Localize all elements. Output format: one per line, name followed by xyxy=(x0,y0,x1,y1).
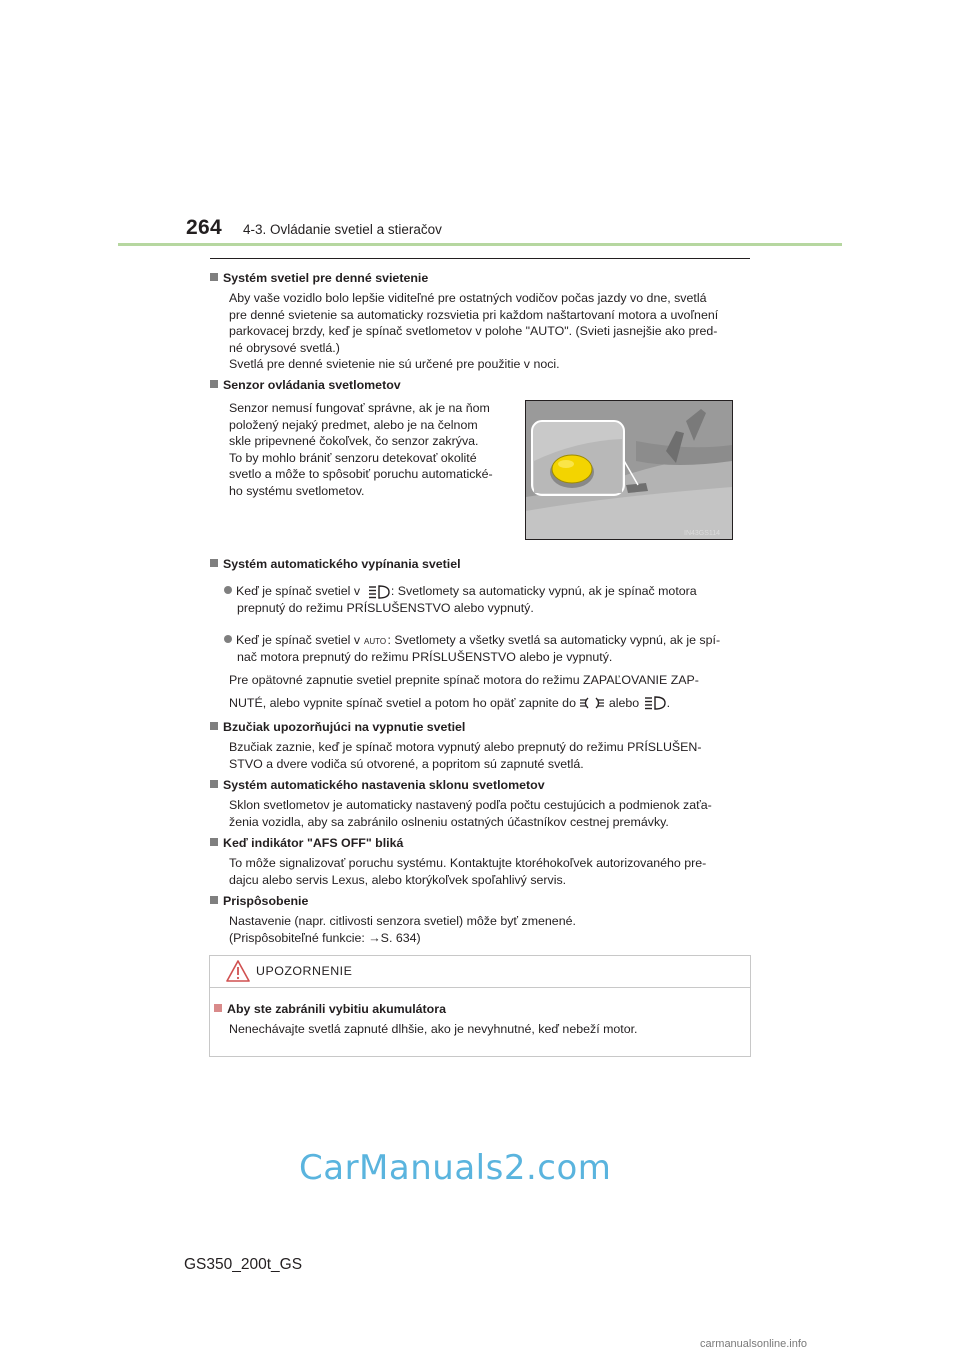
parking-light-icon xyxy=(579,696,605,710)
afs-heading: Keď indikátor "AFS OFF" bliká xyxy=(210,835,403,852)
warning-header xyxy=(210,956,750,988)
sensor-illustration xyxy=(525,400,733,540)
square-bullet-icon xyxy=(210,838,218,846)
drl-heading: Systém svetiel pre denné svietenie xyxy=(210,270,428,287)
top-divider xyxy=(210,258,750,259)
figure-code: IN43GS114 xyxy=(684,530,721,537)
watermark-carmanualsonline: carmanualsonline.info xyxy=(700,1338,808,1350)
afs-text: To môže signalizovať poruchu systému. Kontaktujte ktoréhokoľvek autorizovaného pre- dajcu alebo servis Lexus, alebo ktorýkoľvek spoľahlivý servis. xyxy=(229,856,707,887)
auto-switch-icon xyxy=(363,635,387,647)
footer-model: GS350_200t_GS xyxy=(184,1256,303,1273)
auto-off-heading: Systém automatického vypínania svetiel xyxy=(210,556,461,573)
square-bullet-icon xyxy=(210,273,218,281)
square-bullet-icon xyxy=(214,1004,222,1012)
square-bullet-icon xyxy=(210,559,218,567)
headlight-icon xyxy=(367,584,391,600)
sensor-heading: Senzor ovládania svetlometov xyxy=(210,377,401,394)
header-rule xyxy=(118,243,842,246)
auto-off-bullet-1: Keď je spínač svetiel v : Svetlomety sa automaticky vypnú, ak je spínač motora prepnutý do režimu PRÍSLUŠENSTVO alebo vypnutý. xyxy=(224,583,749,616)
square-bullet-icon xyxy=(210,722,218,730)
warning-title: UPOZORNENIE xyxy=(256,964,353,978)
drl-text: Aby vaše vozidlo bolo lepšie viditeľné pre ostatných vodičov počas jazdy vo dne, svetlá pre denné svietenie sa automaticky rozsvietia pri každom naštartovaní motora a uvoľnení parkovacej brzdy, keď je spínač svetlometov v polohe "AUTO". (Svieti jasnejšie ako pred- né obrysové svetlá.) Svetlá pre denné svietenie nie sú určené pre použitie v noci. xyxy=(229,291,719,371)
sensor-text: Senzor nemusí fungovať správne, ak je na ňom položený nejaký predmet, alebo je na čelnom skle pripevnené čokoľvek, čo senzor zakrýva. To by mohlo brániť senzoru detekovať okolité svetlo a môže to spôsobiť poruchu automatické- ho systému svetlometov. xyxy=(229,401,493,498)
buzzer-text: Bzučiak zaznie, keď je spínač motora vypnutý alebo prepnutý do režimu PRÍSLUŠEN- STVO a dvere vodiča sú otvorené, a popritom sú zapnuté svetlá. xyxy=(229,740,702,771)
auto-off-bullet-2: Keď je spínač svetiel v AUTO : Svetlomety a všetky svetlá sa automaticky vypnú, ak je spí- nač motora prepnutý do režimu PRÍSLUŠENSTVO alebo je vypnutý. xyxy=(224,632,749,665)
page-number: 264 xyxy=(186,216,222,239)
custom-heading: Prispôsobenie xyxy=(210,893,308,910)
auto-off-note: Pre opätovné zapnutie svetiel prepnite spínač motora do režimu ZAPAĽOVANIE ZAP- NUTÉ, alebo vypnite spínač svetiel a potom ho opäť zapnite do alebo . xyxy=(229,673,699,710)
round-bullet-icon xyxy=(224,635,232,643)
warning-heading: Aby ste zabránili vybitiu akumulátora xyxy=(214,1001,446,1018)
square-bullet-icon xyxy=(210,780,218,788)
warning-triangle-icon xyxy=(226,960,250,982)
watermark-carmanuals2: CarManuals2.com xyxy=(299,1148,612,1188)
section-title: 4-3. Ovládanie svetiel a stieračov xyxy=(243,222,442,237)
leveling-text: Sklon svetlometov je automaticky nastavený podľa počtu cestujúcich a podmienok zaťa- ženia vozidla, aby sa zabránilo oslneniu ostatných účastníkov cestnej premávky. xyxy=(229,798,712,829)
round-bullet-icon xyxy=(224,586,232,594)
warning-box xyxy=(209,955,751,1057)
sensor-illustration-svg xyxy=(526,401,732,539)
square-bullet-icon xyxy=(210,380,218,388)
warning-text: Nenechávajte svetlá zapnuté dlhšie, ako je nevyhnutné, keď nebeží motor. xyxy=(229,1022,638,1036)
custom-text: Nastavenie (napr. citlivosti senzora svetiel) môže byť zmenené. (Prispôsobiteľné funkcie: →S. 634) xyxy=(229,914,576,945)
square-bullet-icon xyxy=(210,896,218,904)
buzzer-heading: Bzučiak upozorňujúci na vypnutie svetiel xyxy=(210,719,465,736)
svg-text:AUTO: AUTO xyxy=(364,636,387,646)
leveling-heading: Systém automatického nastavenia sklonu svetlometov xyxy=(210,777,545,794)
headlight-icon xyxy=(643,695,667,711)
